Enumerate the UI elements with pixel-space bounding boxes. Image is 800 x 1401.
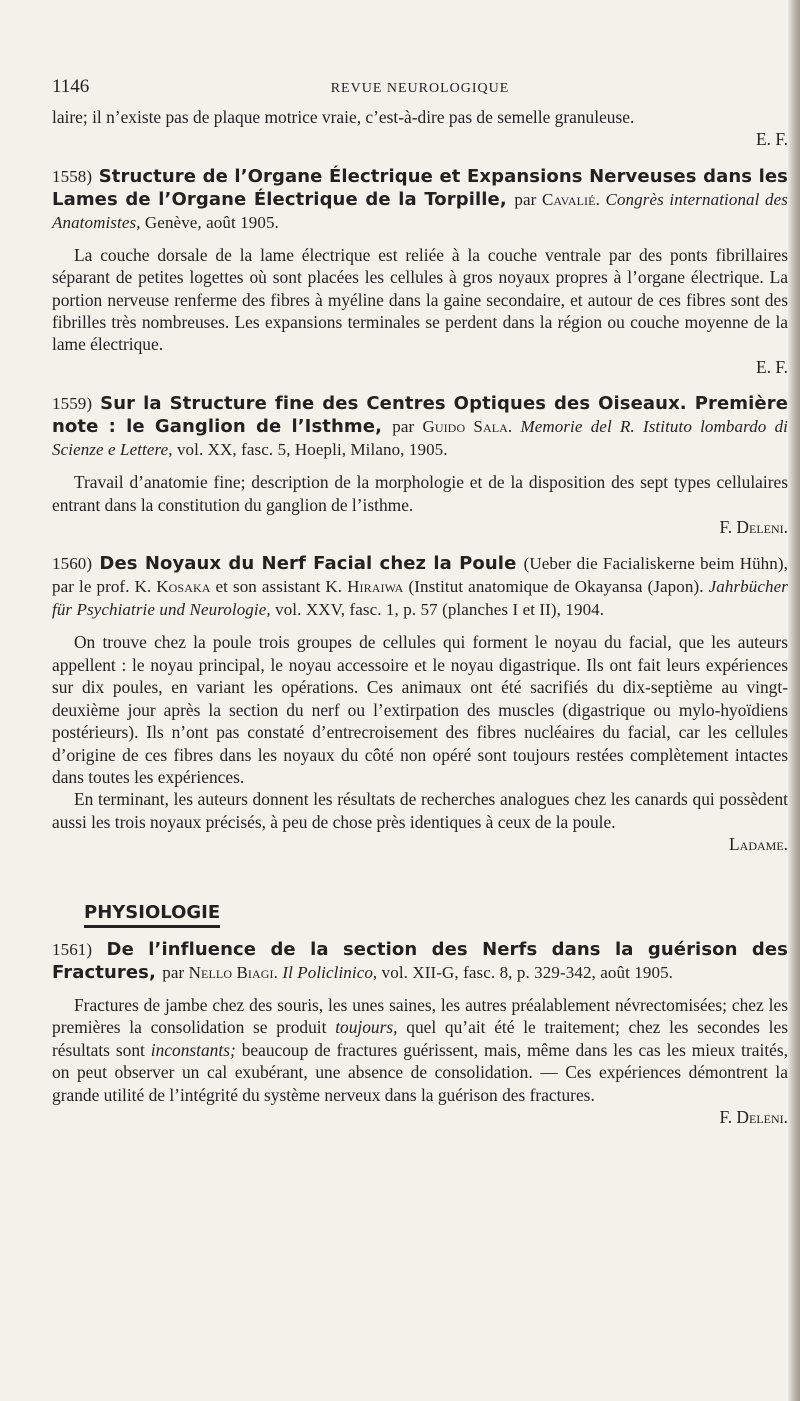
previous-entry-text: laire; il n’existe pas de plaque motrice vraie, c’est-à-dire pas de semelle granuleuse. bbox=[52, 107, 635, 127]
par-word: par bbox=[514, 189, 537, 209]
par-word: par bbox=[162, 962, 185, 982]
abstract-source-details: Genève, août 1905. bbox=[144, 212, 279, 232]
abstract-source: Congrès international des Anatomistes, bbox=[52, 189, 788, 232]
abstract-source-details: vol. XXV, fasc. 1, p. 57 (planches I et II), 1904. bbox=[275, 600, 605, 620]
abstract-author-1: K. Kosaka bbox=[134, 577, 211, 597]
abstract-number: 1561) bbox=[52, 939, 93, 959]
abstract-number: 1559) bbox=[52, 394, 93, 414]
journal-page bbox=[52, 76, 788, 1128]
abstract-signature: E. F. bbox=[756, 356, 788, 377]
abstract-source: Memorie del R. Istituto lombardo di Scienze e Lettere, bbox=[52, 417, 788, 460]
abstract-number: 1560) bbox=[52, 554, 93, 574]
abstract-body: La couche dorsale de la lame électrique est reliée à la couche ventrale par des ponts fibrillaires séparant de petites logettes où sont placées les cellules à gros noyaux propres à l’organe électrique. La portion nerveuse renferme des fibres à myéline dans la gaine secondaire, et autour de ces fibres sont des fibrilles très nombreuses. Les expansions terminales se perdent dans la région ou couche moyenne de la lame électrique. bbox=[52, 244, 788, 355]
previous-entry-signature: E. F. bbox=[756, 129, 788, 150]
abstract-source: Il Policlinico, bbox=[282, 962, 378, 982]
page-number: 1146 bbox=[52, 76, 90, 97]
original-title: (Ueber die Facialiskerne beim Hühn), par le prof. bbox=[52, 554, 788, 597]
abstract-1559 bbox=[52, 392, 788, 538]
abstract-author: Guido Sala. bbox=[422, 417, 513, 437]
running-header bbox=[52, 76, 788, 106]
section-heading: PHYSIOLOGIE bbox=[52, 902, 788, 924]
abstract-body: Travail d’anatomie fine; description de la morphologie et de la disposition des sept types cellulaires entrant dans la constitution du ganglion de l’isthme. bbox=[52, 472, 788, 515]
journal-title: REVUE NEUROLOGIQUE bbox=[330, 81, 510, 96]
abstract-author-2: K. Hiraiwa bbox=[325, 577, 404, 597]
institution: (Institut anatomique de Okayansa (Japon). bbox=[408, 577, 704, 597]
abstract-signature: Ladame. bbox=[729, 834, 788, 855]
abstract-heading bbox=[52, 392, 788, 461]
abstract-author: Cavalié. bbox=[541, 189, 600, 209]
abstract-source: Jahrbücher für Psychiatrie und Neurologie, bbox=[52, 577, 788, 620]
previous-entry-continuation bbox=[52, 106, 788, 128]
page-edge-shadow bbox=[788, 0, 800, 1401]
abstract-number: 1558) bbox=[52, 166, 93, 186]
abstract-title: De l’influence de la section des Nerfs dans la guérison des Fractures, bbox=[52, 938, 788, 983]
abstract-source-details: vol. XII-G, fasc. 8, p. 329-342, août 1905. bbox=[381, 962, 674, 982]
abstract-author: Nello Biagi. bbox=[188, 962, 278, 982]
emphasis: inconstants; bbox=[150, 1039, 236, 1060]
abstract-title: Structure de l’Organe Électrique et Expansions Nerveuses dans les Lames de l’Organe Électrique de la Torpille, bbox=[52, 165, 788, 210]
abstract-body-paragraph-2: En terminant, les auteurs donnent les résultats de recherches analogues chez les canards qui possèdent aussi les trois noyaux précisés, à peu de chose près identiques à ceux de la poule. bbox=[52, 789, 788, 832]
abstract-signature: F. Deleni. bbox=[719, 517, 788, 538]
abstract-1561 bbox=[52, 938, 788, 1128]
abstract-source-details: vol. XX, fasc. 5, Hoepli, Milano, 1905. bbox=[176, 440, 448, 460]
abstract-1560 bbox=[52, 552, 788, 855]
par-word: par bbox=[392, 417, 415, 437]
abstract-1558 bbox=[52, 165, 788, 378]
abstract-body: Fractures de jambe chez des souris, les unes saines, les autres préalablement névrectomisées; chez les premières la consolidation se produit toujours, quel qu’ait été le traitement; chez les secondes les résultats sont inconstants; beaucoup de fractures guérissent, mais, même dans les cas les mieux traités, on peut observer un cal exubérant, une absence de consolidation. — Ces expériences démontrent la grande utilité de l’intégrité du système nerveux dans la guérison des fractures. bbox=[52, 994, 788, 1105]
abstract-title: Des Noyaux du Nerf Facial chez la Poule bbox=[99, 553, 517, 575]
abstract-heading bbox=[52, 938, 788, 984]
author-connector: et son assistant bbox=[215, 577, 321, 597]
abstract-heading bbox=[52, 552, 788, 621]
abstract-heading bbox=[52, 165, 788, 234]
abstract-title: Sur la Structure fine des Centres Optiques des Oiseaux. Première note : le Ganglion de l’Isthme, bbox=[52, 393, 788, 438]
abstract-body-paragraph-1: On trouve chez la poule trois groupes de cellules qui forment le noyau du facial, que les auteurs appellent : le noyau principal, le noyau accessoire et le noyau digastrique. Ils ont fait leurs expériences sur dix poules, en variant les opérations. Ces animaux ont été sacrifiés du dix-septième au vingt-deuxième jour après la section du nerf ou l’extirpation des muscles (digastrique ou mylo-hyoïdiens postérieurs). Ils n’ont pas constaté d’entrecroisement des fibres nucléaires du facial, car les cellules d’origine de ces fibres dans les noyaux du côté non opéré sont toujours restées complètement intactes dans toutes les expériences. bbox=[52, 632, 788, 787]
emphasis: toujours, bbox=[335, 1017, 398, 1038]
abstract-signature: F. Deleni. bbox=[719, 1106, 788, 1127]
